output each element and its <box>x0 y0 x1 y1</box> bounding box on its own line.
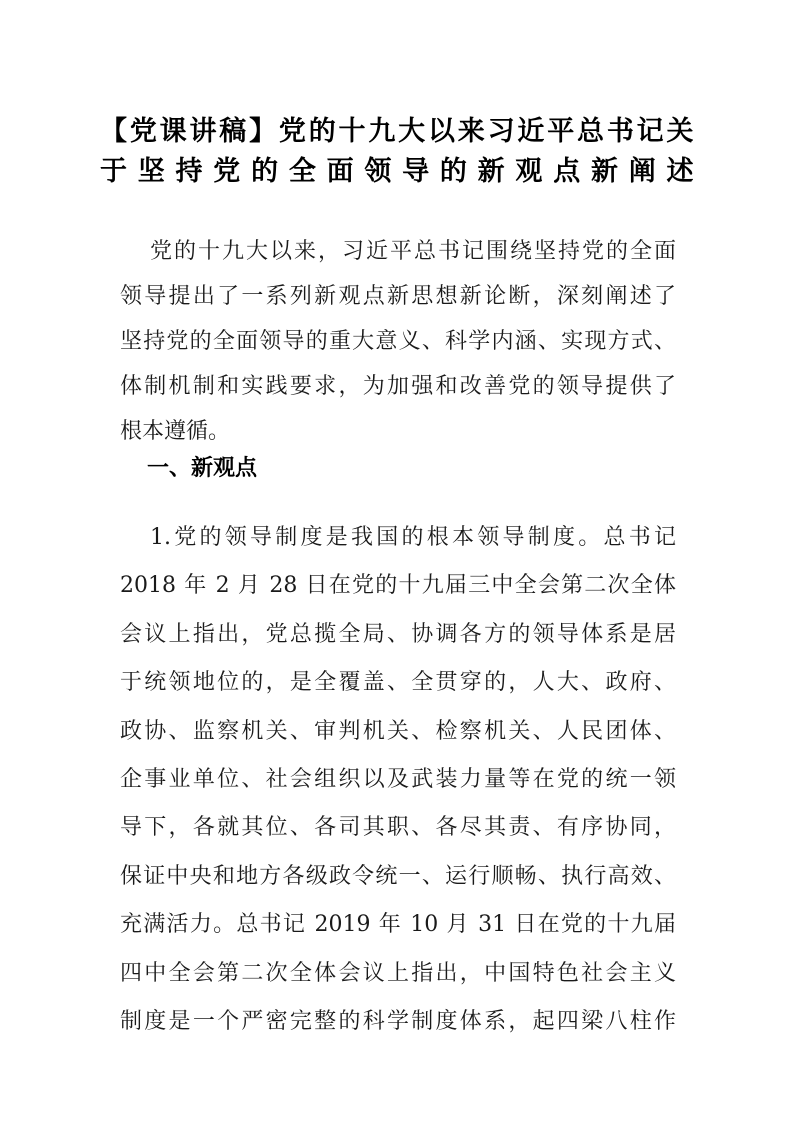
para1-line-9: 充满活力。总书记 2019 年 10 月 31 日在党的十九届 <box>120 912 676 938</box>
intro-paragraph <box>120 229 676 454</box>
point-1-paragraph <box>120 514 676 1046</box>
para1-line-10: 四中全会第二次全体会议上指出，中国特色社会主义 <box>120 960 676 986</box>
document-title <box>100 112 694 192</box>
intro-line-1: 党的十九大以来，习近平总书记围绕坚持党的全面 <box>150 239 676 264</box>
title-line-1: 【党课讲稿】党的十九大以来习近平总书记关 <box>100 116 694 147</box>
para1-line-8: 保证中央和地方各级政令统一、运行顺畅、执行高效、 <box>120 863 676 889</box>
para1-line-6: 企事业单位、社会组织以及武装力量等在党的统一领 <box>120 766 676 792</box>
para1-line-11: 制度是一个严密完整的科学制度体系，起四梁八柱作 <box>120 1008 676 1034</box>
para1-line-4: 于统领地位的，是全覆盖、全贯穿的，人大、政府、 <box>120 670 676 696</box>
intro-line-4: 体制机制和实践要求，为加强和改善党的领导提供了 <box>120 374 676 399</box>
para1-line-7: 导下，各就其位、各司其职、各尽其责、有序协同， <box>120 815 676 841</box>
title-line-2: 于坚持党的全面领导的新观点新阐述 <box>100 156 694 187</box>
para1-line-2: 2018 年 2 月 28 日在党的十九届三中全会第二次全体 <box>120 573 676 599</box>
intro-line-2: 领导提出了一系列新观点新思想新论断，深刻阐述了 <box>120 284 676 309</box>
section-heading: 一、新观点 <box>147 456 258 481</box>
para1-line-5: 政协、监察机关、审判机关、检察机关、人民团体、 <box>120 718 676 744</box>
intro-line-3: 坚持党的全面领导的重大意义、科学内涵、实现方式、 <box>120 329 676 354</box>
para1-line-1: 1.党的领导制度是我国的根本领导制度。总书记 <box>150 525 676 550</box>
intro-line-5: 根本遵循。 <box>120 419 231 444</box>
para1-line-3: 会议上指出，党总揽全局、协调各方的领导体系是居 <box>120 621 676 647</box>
